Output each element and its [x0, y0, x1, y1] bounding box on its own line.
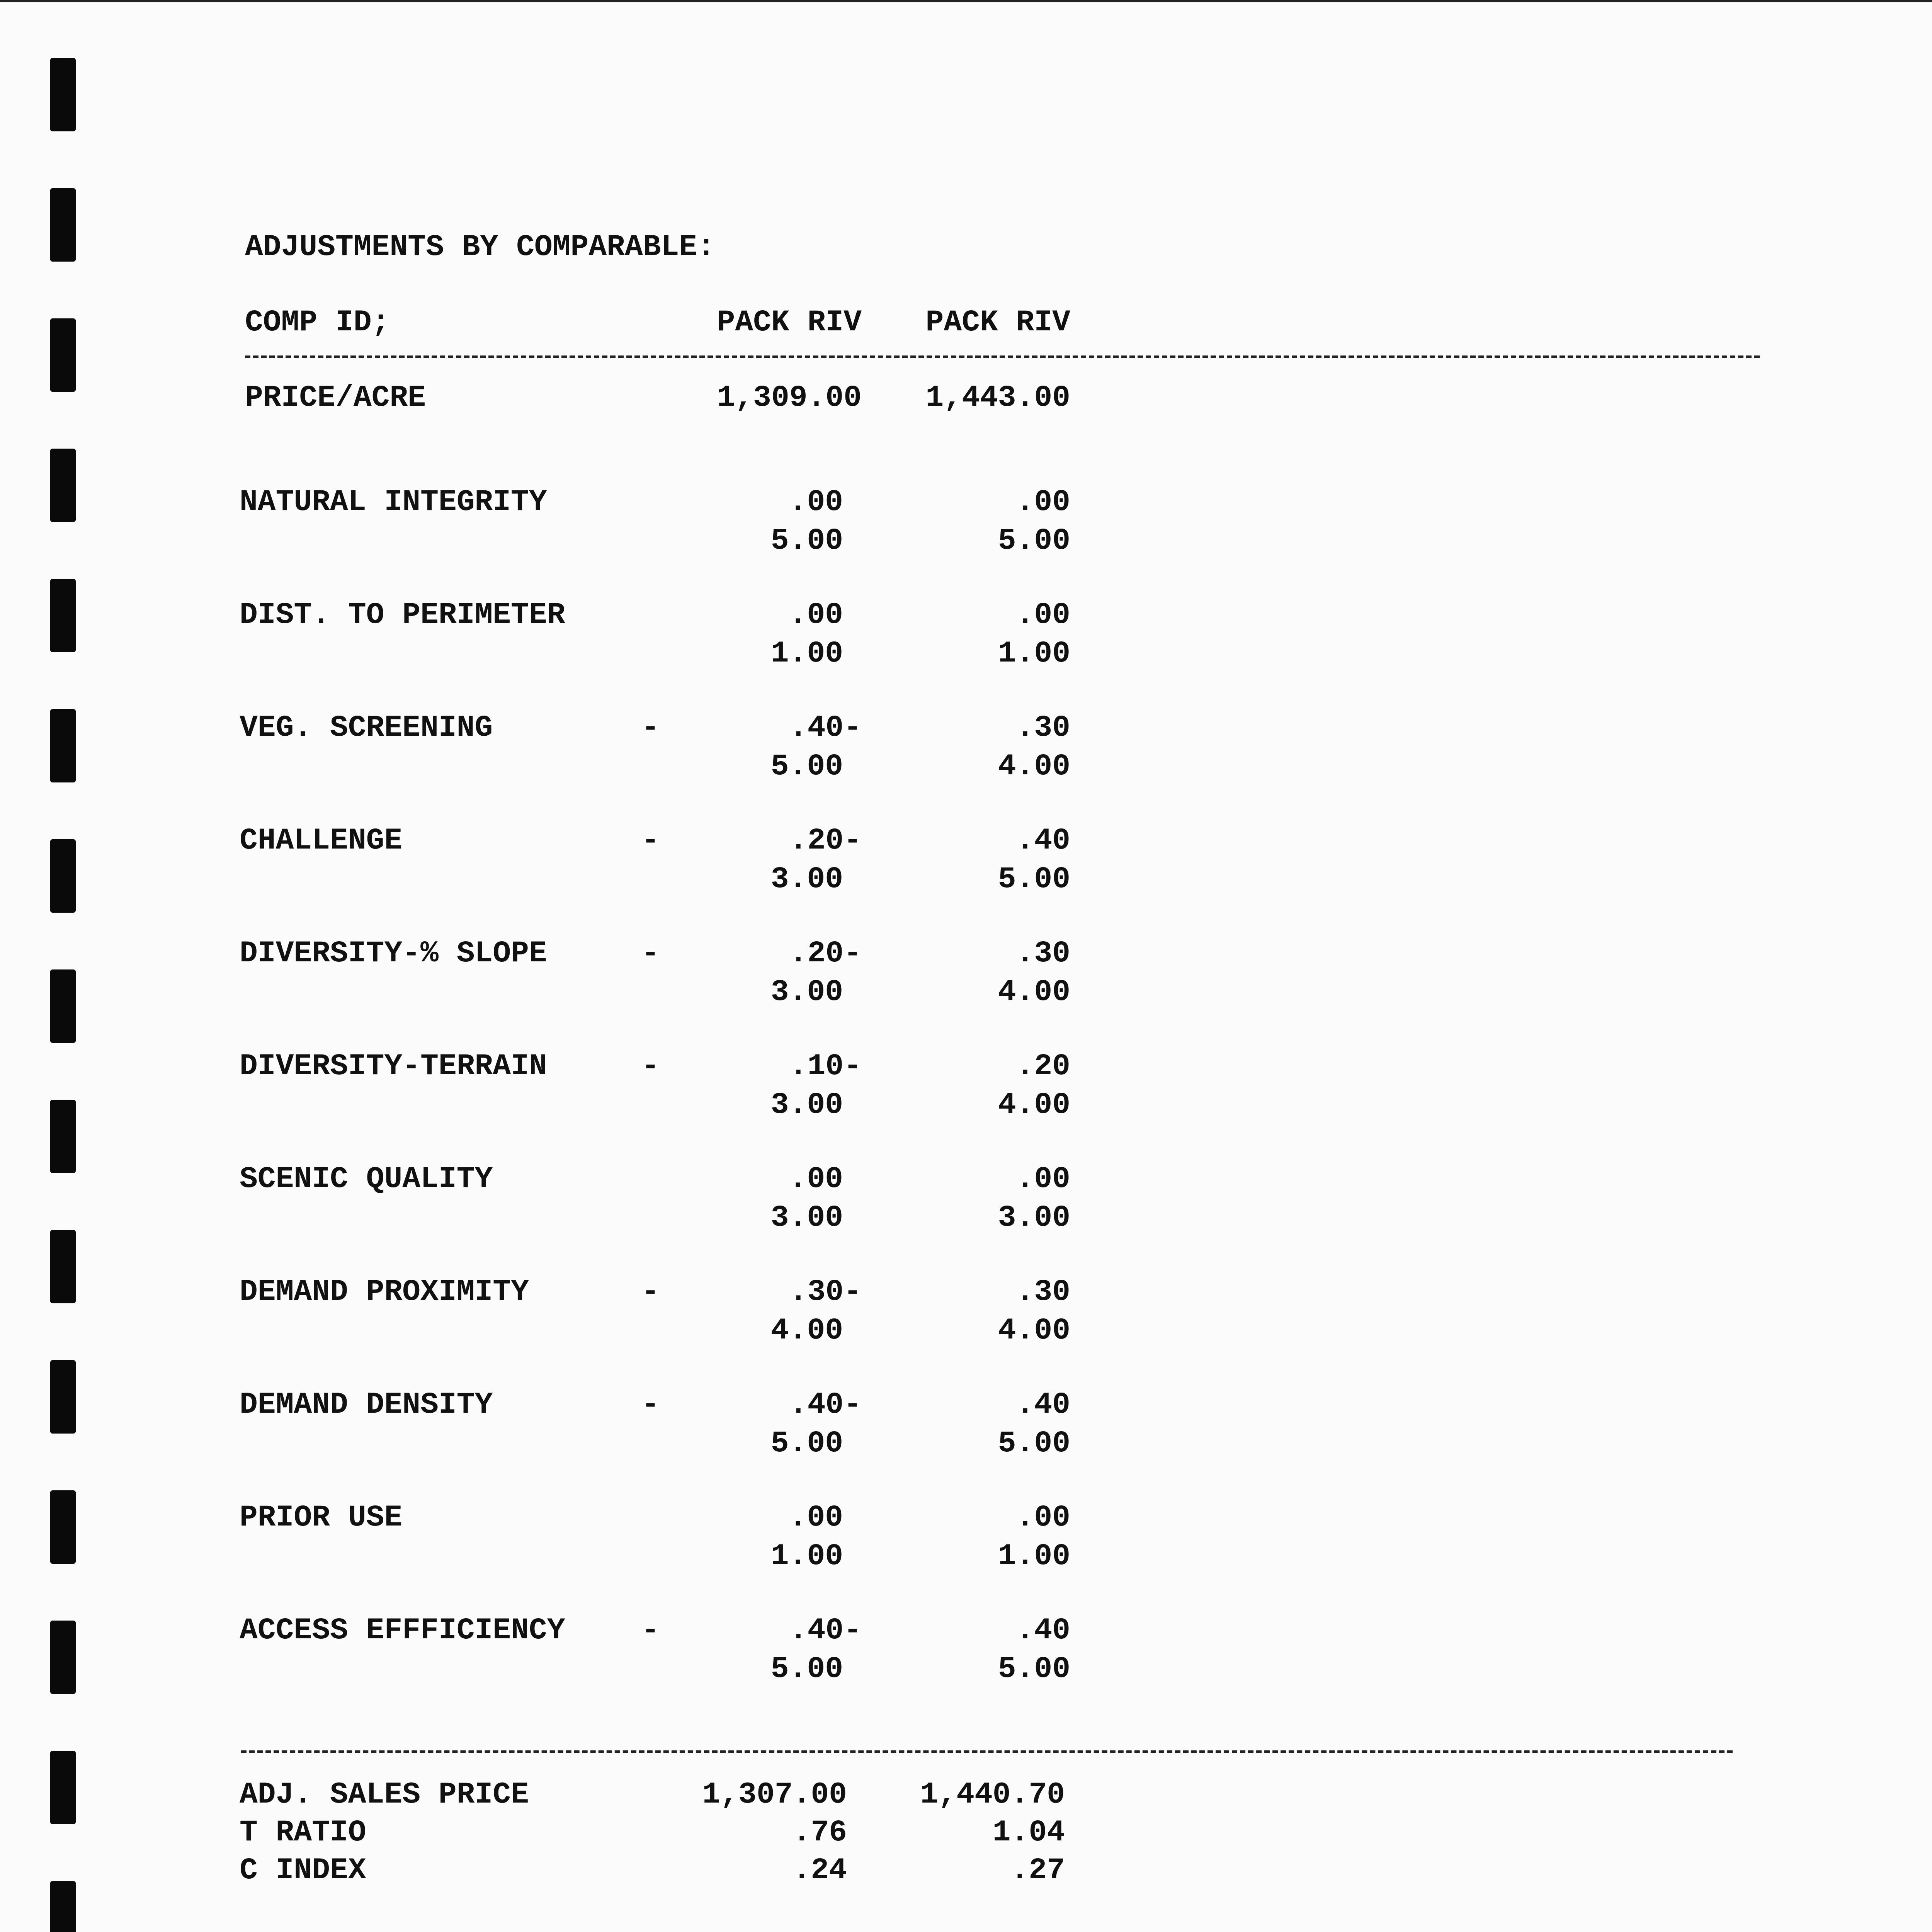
factor-score-1: 1.00	[770, 637, 843, 671]
factor-dash: -	[641, 1614, 660, 1648]
factor-dash: -	[641, 1275, 660, 1309]
column-1-header: PACK RIV	[717, 306, 862, 340]
price-acre-value-2: 1,443.00	[925, 381, 1070, 415]
factor-score-1: 5.00	[770, 524, 843, 558]
factor-score-1: 5.00	[770, 750, 843, 784]
factor-label: SCENIC QUALITY	[240, 1162, 493, 1196]
factor-label: DIST. TO PERIMETER	[240, 598, 565, 632]
factor-label: DEMAND PROXIMITY	[240, 1275, 529, 1309]
factor-adjustment-1: .00	[789, 485, 843, 519]
factor-adjustment-2: .20	[1016, 1049, 1070, 1083]
total-label: C INDEX	[240, 1854, 366, 1888]
factor-adjustment-2: .00	[1016, 1162, 1070, 1196]
factor-dash: -	[641, 711, 660, 745]
factor-adjustment-2: .40	[1016, 1614, 1070, 1648]
header-divider	[245, 355, 1760, 358]
factor-score-2: 5.00	[998, 862, 1070, 896]
factor-adjustment-1: .00	[789, 1162, 843, 1196]
total-value-1: .24	[793, 1854, 847, 1888]
binding-hole	[50, 188, 76, 262]
column-header	[240, 303, 1770, 342]
binding-hole	[50, 58, 76, 131]
total-value-2: .27	[1010, 1854, 1065, 1888]
factor-score-1: 3.00	[770, 862, 843, 896]
factor-label: NATURAL INTEGRITY	[240, 485, 547, 519]
price-acre-value-1: 1,309.00	[717, 381, 862, 415]
factor-score-2: 4.00	[998, 750, 1070, 784]
factor-score-2: 4.00	[998, 1088, 1070, 1122]
totals-divider	[241, 1750, 1733, 1753]
factor-adjustment-2: .40	[1016, 1388, 1070, 1422]
total-value-2: 1,440.70	[920, 1778, 1065, 1812]
factor-adjustment-1: .10-	[789, 1049, 862, 1083]
factor-score-1: 3.00	[770, 1201, 843, 1235]
binding-hole	[50, 318, 76, 392]
factor-adjustment-1: .00	[789, 598, 843, 632]
factor-score-2: 4.00	[998, 1314, 1070, 1348]
total-value-2: 1.04	[992, 1816, 1065, 1850]
factor-adjustment-2: .30	[1016, 711, 1070, 745]
page-title: ADJUSTMENTS BY COMPARABLE:	[245, 230, 715, 264]
column-2-header: PACK RIV	[925, 306, 1070, 340]
price-acre-label: PRICE/ACRE	[245, 381, 426, 415]
factor-label: VEG. SCREENING	[240, 711, 493, 745]
total-label: T RATIO	[240, 1816, 366, 1850]
factor-adjustment-2: .00	[1016, 1501, 1070, 1535]
binding-hole	[50, 1230, 76, 1303]
binding-hole	[50, 1100, 76, 1173]
factor-score-2: 5.00	[998, 1427, 1070, 1461]
factor-adjustment-1: .00	[789, 1501, 843, 1535]
factor-adjustment-1: .20-	[789, 824, 862, 858]
factor-label: DIVERSITY-TERRAIN	[240, 1049, 547, 1083]
factor-score-2: 1.00	[998, 1539, 1070, 1573]
total-value-1: 1,307.00	[702, 1778, 847, 1812]
binding-hole	[50, 1621, 76, 1694]
factor-adjustment-1: .40-	[789, 711, 862, 745]
factor-adjustment-1: .20-	[789, 937, 862, 971]
factor-label: DIVERSITY-% SLOPE	[240, 937, 547, 971]
factor-score-1: 5.00	[770, 1652, 843, 1686]
total-label: ADJ. SALES PRICE	[240, 1778, 529, 1812]
factor-adjustment-2: .40	[1016, 824, 1070, 858]
factor-adjustment-1: .40-	[789, 1388, 862, 1422]
factor-label: CHALLENGE	[240, 824, 403, 858]
factor-score-2: 5.00	[998, 1652, 1070, 1686]
binding-hole	[50, 1490, 76, 1564]
factor-label: ACCESS EFFFICIENCY	[240, 1614, 565, 1648]
total-value-1: .76	[793, 1816, 847, 1850]
factor-score-2: 5.00	[998, 524, 1070, 558]
factor-dash: -	[641, 824, 660, 858]
factor-label: DEMAND DENSITY	[240, 1388, 493, 1422]
binding-hole	[50, 579, 76, 652]
factor-adjustment-1: .40-	[789, 1614, 862, 1648]
factor-adjustment-1: .30-	[789, 1275, 862, 1309]
binding-hole	[50, 839, 76, 913]
factor-score-2: 4.00	[998, 975, 1070, 1009]
factor-score-1: 3.00	[770, 1088, 843, 1122]
factor-score-1: 4.00	[770, 1314, 843, 1348]
binding-hole	[50, 969, 76, 1043]
factor-adjustment-2: .30	[1016, 937, 1070, 971]
binding-hole	[50, 449, 76, 522]
factor-dash: -	[641, 1049, 660, 1083]
binding-hole	[50, 1881, 76, 1932]
factor-score-2: 3.00	[998, 1201, 1070, 1235]
factor-score-2: 1.00	[998, 637, 1070, 671]
factor-dash: -	[641, 937, 660, 971]
factor-dash: -	[641, 1388, 660, 1422]
factor-score-1: 1.00	[770, 1539, 843, 1573]
factor-adjustment-2: .30	[1016, 1275, 1070, 1309]
binding-hole	[50, 1360, 76, 1434]
factor-adjustment-2: .00	[1016, 598, 1070, 632]
binding-hole	[50, 1751, 76, 1824]
factor-label: PRIOR USE	[240, 1501, 403, 1535]
factor-score-1: 3.00	[770, 975, 843, 1009]
binding-hole	[50, 709, 76, 782]
comp-id-label: COMP ID;	[245, 306, 390, 340]
factor-score-1: 5.00	[770, 1427, 843, 1461]
factor-adjustment-2: .00	[1016, 485, 1070, 519]
